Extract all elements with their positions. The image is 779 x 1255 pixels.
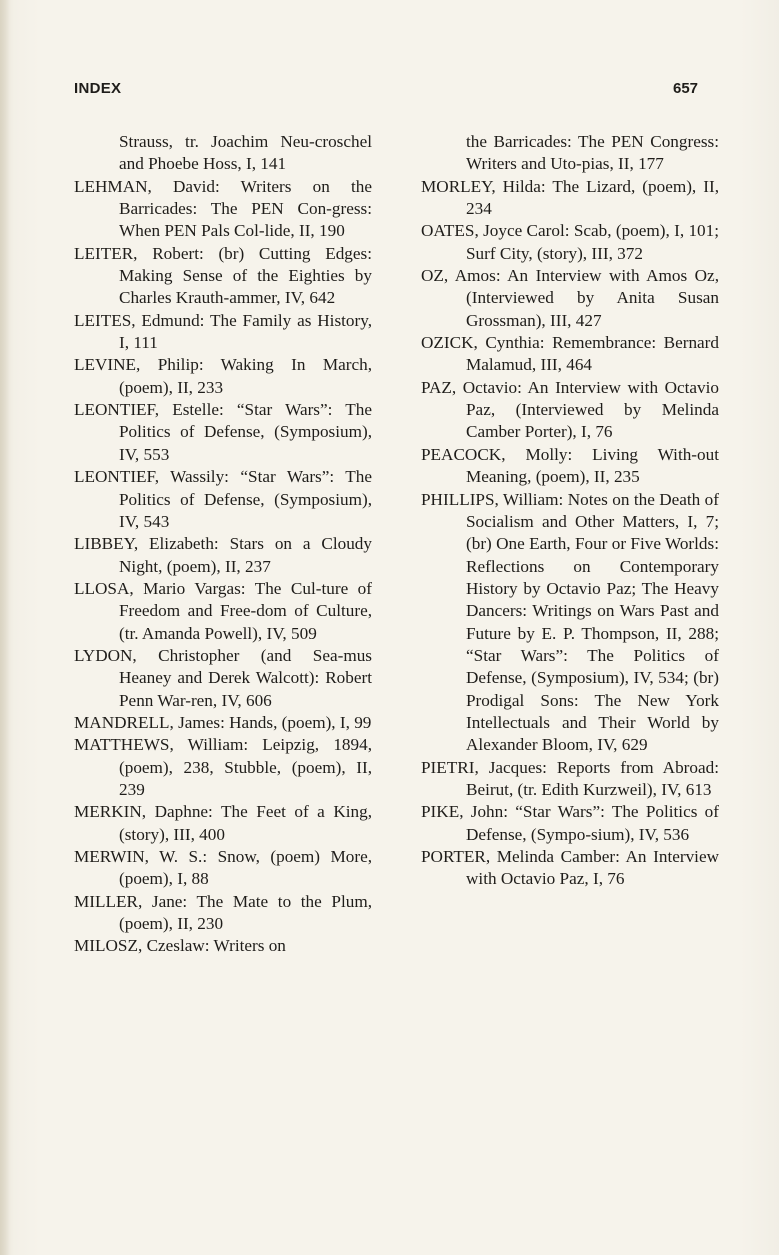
running-head: INDEX	[74, 80, 122, 97]
index-entry: PIETRI, Jacques: Reports from Abroad: Beirut, (tr. Edith Kurzweil), IV, 613	[421, 757, 719, 799]
index-entry: OZICK, Cynthia: Remembrance: Bernard Malamud, III, 464	[421, 333, 719, 375]
index-entry: MATTHEWS, William: Leipzig, 1894, (poem), 238, Stubble, (poem), II, 239	[74, 735, 372, 799]
index-entry: MORLEY, Hilda: The Lizard, (poem), II, 234	[421, 176, 719, 219]
index-entry: LYDON, Christopher (and Sea-mus Heaney and Derek Walcott): Robert Penn War-ren, IV, 606	[74, 645, 372, 710]
index-entry: PIKE, John: “Star Wars”: The Politics of Defense, (Sympo-sium), IV, 536	[421, 802, 719, 844]
index-entry: PORTER, Melinda Camber: An Interview with Octavio Paz, I, 76	[421, 847, 719, 889]
index-entry: LLOSA, Mario Vargas: The Cul-ture of Freedom and Free-dom of Culture, (tr. Amanda Powell), IV, 509	[74, 578, 372, 643]
index-entry: MILOSZ, Czeslaw: Writers on	[74, 936, 286, 956]
index-entry: LEONTIEF, Wassily: “Star Wars”: The Politics of Defense, (Symposium), IV, 543	[74, 467, 372, 531]
index-entry: LIBBEY, Elizabeth: Stars on a Cloudy Night, (poem), II, 237	[74, 534, 372, 576]
index-entry: PEACOCK, Molly: Living With-out Meaning, (poem), II, 235	[421, 444, 719, 487]
index-entry: the Barricades: The PEN Congress: Writers and Uto-pias, II, 177	[466, 132, 719, 174]
index-entry: OZ, Amos: An Interview with Amos Oz, (Interviewed by Anita Susan Grossman), III, 427	[421, 266, 719, 330]
index-entry: LEONTIEF, Estelle: “Star Wars”: The Politics of Defense, (Symposium), IV, 553	[74, 400, 372, 464]
binding-gutter	[0, 0, 10, 1255]
page-number: 657	[673, 80, 699, 97]
index-column-right	[421, 131, 719, 891]
index-entry: PHILLIPS, William: Notes on the Death of Socialism and Other Matters, I, 7; (br) One Earth, Four or Five Worlds: Reflections on Contemporary History by Octavio Paz; The Heavy Dancers: Writings on Wars Past and Future by E. P. Thompson, II, 288; “Star Wars”: The Politics of Defense, (Symposium), IV, 534; (br) Prodigal Sons: The New York Intellectuals and Their World by Alexander Bloom, IV, 629	[421, 489, 719, 755]
index-entry: LEITER, Robert: (br) Cutting Edges: Making Sense of the Eighties by Charles Krauth-ammer, IV, 642	[74, 243, 372, 308]
index-entry: LEVINE, Philip: Waking In March, (poem), II, 233	[74, 355, 372, 397]
index-entry: MERKIN, Daphne: The Feet of a King, (story), III, 400	[74, 802, 372, 844]
index-column-left	[74, 131, 372, 958]
index-entry: LEITES, Edmund: The Family as History, I, 111	[74, 310, 372, 353]
index-entry: LEHMAN, David: Writers on the Barricades: The PEN Con-gress: When PEN Pals Col-lide, II, 190	[74, 176, 372, 241]
index-entry: MILLER, Jane: The Mate to the Plum, (poem), II, 230	[74, 891, 372, 934]
index-entry: MANDRELL, James: Hands, (poem), I, 99	[74, 712, 372, 732]
index-entry: PAZ, Octavio: An Interview with Octavio Paz, (Interviewed by Melinda Camber Porter), I, 76	[421, 377, 719, 442]
index-entry: MERWIN, W. S.: Snow, (poem) More, (poem), I, 88	[74, 847, 372, 889]
index-entry: OATES, Joyce Carol: Scab, (poem), I, 101; Surf City, (story), III, 372	[421, 221, 719, 263]
index-entry: Strauss, tr. Joachim Neu-croschel and Phoebe Hoss, I, 141	[119, 132, 372, 174]
